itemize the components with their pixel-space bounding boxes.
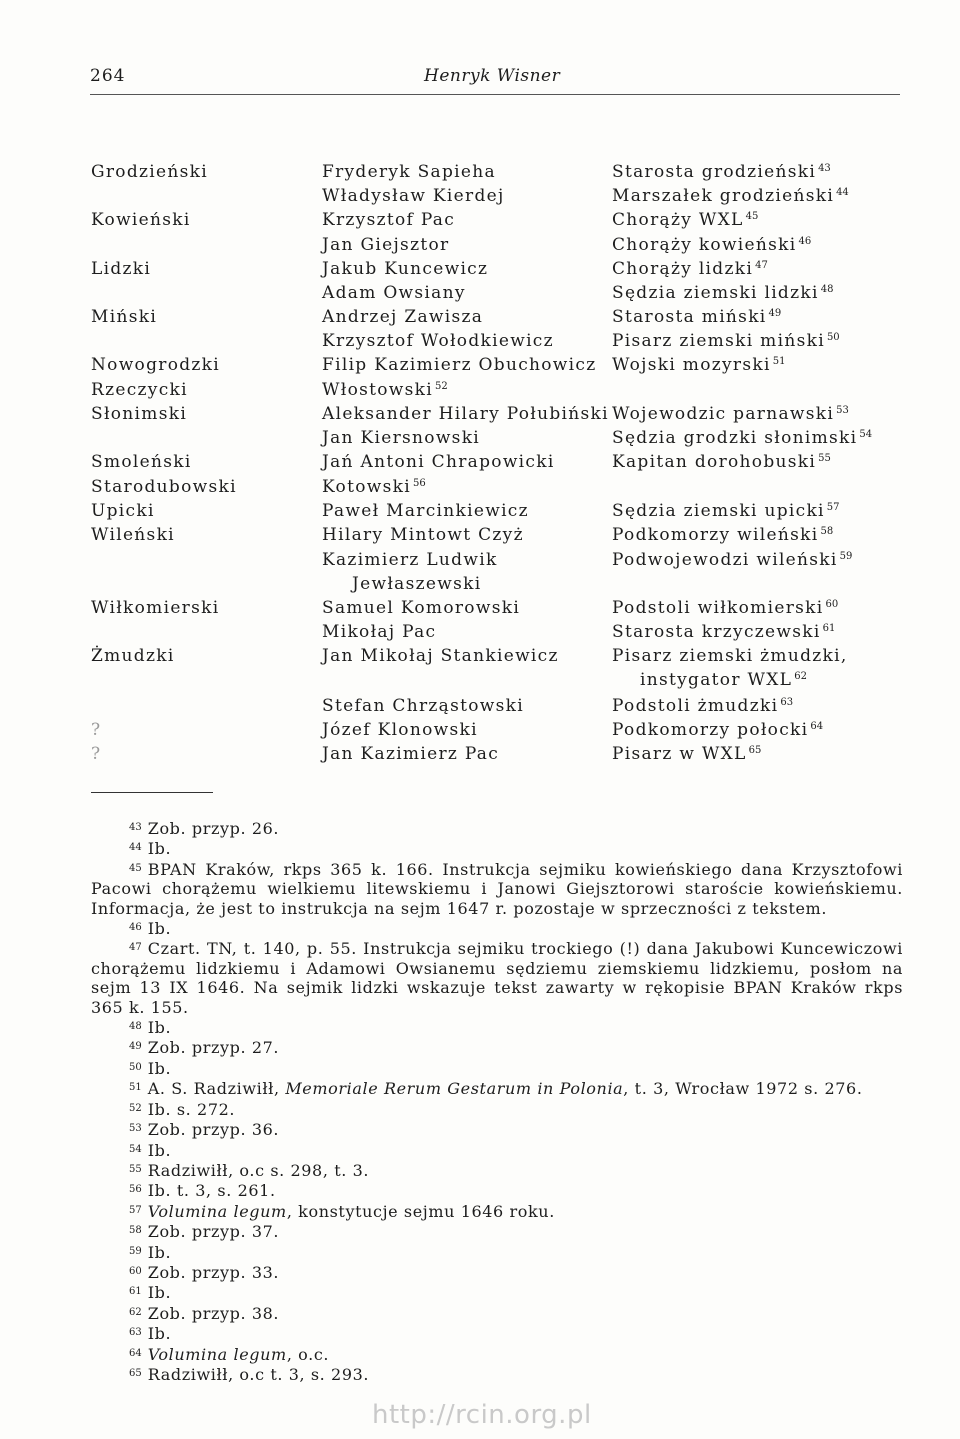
footnote-text: Zob. przyp. 38. (147, 1303, 280, 1323)
footnote (91, 1262, 903, 1282)
office-cell: Kapitan dorohobuski $^{55}$ (612, 452, 831, 472)
footnote-number: 53 (129, 1123, 142, 1135)
table-row (0, 162, 960, 186)
footnote-marker: 61 (822, 623, 836, 634)
table-row (0, 720, 960, 744)
name-cell: Krzysztof Pac (322, 210, 456, 230)
name-cell: Jan Kazimierz Pac (322, 744, 500, 764)
district-cell: Grodzieński (91, 162, 208, 182)
footnote-marker: 59 (839, 551, 853, 562)
office-cell: Sędzia ziemski upicki $^{57}$ (612, 501, 840, 521)
footnote (91, 1078, 903, 1098)
office-cell: Starosta grodzieński $^{43}$ (612, 162, 831, 182)
table-row (0, 744, 960, 768)
footnote-marker: 62 (794, 671, 807, 682)
footnote-text: Zob. przyp. 36. (147, 1120, 280, 1140)
office-cell: Podkomorzy połocki $^{64}$ (612, 720, 824, 740)
table-row (0, 452, 960, 476)
footnote-number: 43 (129, 822, 142, 833)
district-cell: Wileński (91, 525, 175, 545)
office-cell: Podkomorzy wileński $^{58}$ (612, 525, 834, 545)
footnote-text: Ib. (147, 1140, 172, 1160)
footnote-text: , t. 3, Wrocław 1972 s. 276. (623, 1079, 863, 1099)
footnote-text: Zob. przyp. 27. (147, 1038, 280, 1058)
footnote-number: 63 (129, 1327, 142, 1339)
footnote-text: Radziwiłł, o.c t. 3, s. 293. (147, 1364, 370, 1384)
office-cell: Pisarz ziemski miński $^{50}$ (612, 331, 840, 351)
table-row (0, 622, 960, 646)
footnote-text: , o.c. (286, 1344, 330, 1364)
footnote (91, 859, 903, 918)
footnote (91, 1017, 903, 1037)
footnote (91, 1201, 903, 1221)
footnote-text: Czart. TN, t. 140, p. 55. Instrukcja sejmiku trockiego (!) dana Jakubowi Kuncewiczowi chorążemu lidzkiemu i Adamowi Owsianemu sędziemu ziemskiemu lidzkiemu, posłom na sejm 13 IX 1646. Na sejmik lidzki wskazuje tekst zawarty w rękopisie BPAN Kraków rkps 365 k. 155. (91, 939, 903, 1017)
table-row (0, 307, 960, 331)
table-row (0, 501, 960, 525)
table-row (0, 550, 960, 574)
name-cell: Władysław Kierdej (322, 186, 505, 206)
table-row (0, 574, 960, 598)
office-cell: Marszałek grodzieński $^{44}$ (612, 186, 849, 206)
footnote-number: 59 (129, 1245, 142, 1257)
name-cell: Jan Giejsztor (322, 235, 450, 255)
district-cell: Wiłkomierski (91, 598, 220, 618)
office-cell: instygator WXL $^{62}$ (640, 670, 807, 690)
district-cell: Słonimski (91, 404, 188, 424)
footnotes (91, 818, 903, 1384)
footnote-marker: 52 (435, 381, 448, 392)
footnote-marker: 56 (412, 478, 426, 489)
footnote-title: Volumina legum (147, 1344, 287, 1364)
footnote (91, 1323, 903, 1343)
footnote-number: 45 (129, 862, 142, 874)
footnote (91, 818, 903, 838)
name-cell: Włostowski $^{52}$ (322, 380, 448, 400)
header-rule (90, 94, 900, 95)
table-row (0, 646, 960, 670)
office-cell: Wojewodzic parnawski $^{53}$ (612, 404, 849, 424)
footnote-text: Ib. s. 272. (147, 1099, 236, 1119)
footnote (91, 1282, 903, 1302)
footnote-marker: 53 (836, 405, 849, 416)
footnote-number: 62 (129, 1306, 142, 1318)
footnote-number: 54 (129, 1143, 142, 1155)
office-cell: Starosta krzyczewski $^{61}$ (612, 622, 836, 642)
name-cell: Kotowski $^{56}$ (322, 477, 426, 497)
footnote-number: 48 (129, 1021, 142, 1033)
footnote-number: 55 (129, 1163, 142, 1175)
footnote-marker: 63 (780, 697, 794, 708)
district-cell: Rzeczycki (91, 380, 188, 400)
footnote-marker: 60 (825, 599, 839, 610)
district-cell: Smoleński (91, 452, 192, 472)
district-cell: Starodubowski (91, 477, 237, 497)
name-cell: Józef Klonowski (322, 720, 478, 740)
footnote-marker: 58 (820, 526, 834, 537)
footnote-text: Ib. (147, 1242, 172, 1262)
footnote-number: 56 (129, 1184, 142, 1196)
page-header (90, 62, 900, 92)
table-row (0, 380, 960, 404)
footnote-text: Ib. (147, 1058, 172, 1078)
footnote-number: 46 (129, 922, 142, 934)
table-row (0, 404, 960, 428)
name-cell: Paweł Marcinkiewicz (322, 501, 529, 521)
footnote-marker: 51 (772, 356, 786, 367)
footnote-text: Ib. (147, 919, 172, 939)
office-cell: Podstoli wiłkomierski $^{60}$ (612, 598, 839, 618)
footnote-number: 65 (129, 1367, 142, 1379)
name-cell: Aleksander Hilary Połubiński (322, 404, 609, 424)
name-cell: Jań Antoni Chrapowicki (322, 452, 555, 472)
footnote-number: 44 (129, 842, 142, 854)
footnote-number: 58 (129, 1225, 142, 1237)
footnote-title: Memoriale Rerum Gestarum in Polonia (285, 1079, 624, 1099)
office-cell: Chorąży WXL $^{45}$ (612, 210, 759, 230)
office-cell: Wojski mozyrski $^{51}$ (612, 355, 786, 375)
footnote-text: Ib. (147, 1324, 172, 1344)
footnote-number: 60 (129, 1265, 142, 1277)
name-cell: Hilary Mintowt Czyż (322, 525, 524, 545)
footnote-text: Ib. (147, 1283, 172, 1303)
running-title: Henryk Wisner (424, 66, 561, 86)
footnote (91, 1303, 903, 1323)
footnote-marker: 57 (826, 502, 840, 513)
footnote (91, 1364, 903, 1384)
office-cell: Chorąży kowieński $^{46}$ (612, 235, 812, 255)
footnote-number: 64 (129, 1347, 142, 1359)
name-cell: Fryderyk Sapieha (322, 162, 496, 182)
name-cell: Filip Kazimierz Obuchowicz (322, 355, 597, 375)
footnote-rule (91, 792, 213, 793)
footnote-text: BPAN Kraków, rkps 365 k. 166. Instrukcja sejmiku kowieńskiego dana Krzysztofowi Pacowi chorążemu wielkiemu litewskiemu i Janowi Giejsztorowi staroście kowieńskiemu. Informacja, że jest to instrukcja na sejm 1647 r. pozostaje w sprzeczności z tekstem. (91, 859, 903, 918)
district-cell: Nowogrodzki (91, 355, 221, 375)
table-row (0, 210, 960, 234)
office-cell: Pisarz ziemski żmudzki, (612, 646, 848, 666)
footnote-marker: 65 (748, 745, 762, 756)
office-cell: Pisarz w WXL $^{65}$ (612, 744, 762, 764)
footnote (91, 1119, 903, 1139)
footnote-text: Radziwiłł, o.c s. 298, t. 3. (147, 1160, 370, 1180)
footnote (91, 1160, 903, 1180)
footnote-title: Volumina legum (147, 1201, 287, 1221)
footnote-number: 47 (129, 942, 142, 954)
footnote-text: , konstytucje sejmu 1646 roku. (286, 1201, 555, 1221)
table-row (0, 355, 960, 379)
footnote (91, 1344, 903, 1364)
footnote-number: 52 (129, 1102, 142, 1114)
footnote-number: 49 (129, 1041, 142, 1053)
district-cell: ? (91, 744, 102, 764)
footnote-text: Ib. (147, 1018, 172, 1038)
district-cell: Żmudzki (91, 646, 175, 666)
page-number: 264 (90, 66, 126, 86)
table-row (0, 283, 960, 307)
footnote-marker: 50 (826, 332, 840, 343)
footnote-number: 50 (129, 1061, 142, 1073)
footnote-marker: 48 (820, 284, 834, 295)
office-cell: Starosta miński $^{49}$ (612, 307, 782, 327)
footnote-marker: 54 (859, 429, 873, 440)
name-cell: Kazimierz Ludwik (322, 550, 498, 570)
footnote-text: Zob. przyp. 26. (147, 819, 280, 838)
name-cell: Samuel Komorowski (322, 598, 521, 618)
office-cell: Sędzia grodzki słonimski $^{54}$ (612, 428, 873, 448)
footnote-text: Zob. przyp. 37. (147, 1222, 280, 1242)
footnote-number: 51 (129, 1082, 142, 1094)
footnote-number: 61 (129, 1286, 142, 1298)
table-row (0, 477, 960, 501)
name-cell: Krzysztof Wołodkiewicz (322, 331, 554, 351)
footnote (91, 938, 903, 1017)
footnote-marker: 49 (768, 308, 782, 319)
footnote-marker: 43 (818, 163, 831, 174)
footnote-text: Ib. (147, 839, 172, 859)
footnote-number: 57 (129, 1204, 142, 1216)
table-row (0, 235, 960, 259)
district-cell: Kowieński (91, 210, 191, 230)
footnote-text: Zob. przyp. 33. (147, 1262, 280, 1282)
table-row (0, 186, 960, 210)
district-cell: Miński (91, 307, 158, 327)
district-cell: Lidzki (91, 259, 152, 279)
name-cell: Stefan Chrząstowski (322, 696, 524, 716)
watermark: http://rcin.org.pl (372, 1400, 592, 1430)
table-row (0, 598, 960, 622)
table-row (0, 331, 960, 355)
table-row (0, 259, 960, 283)
footnote (91, 1180, 903, 1200)
footnote (91, 918, 903, 938)
office-cell: Podwojewodzi wileński $^{59}$ (612, 550, 853, 570)
footnote-text: Ib. t. 3, s. 261. (147, 1181, 276, 1201)
table-row (0, 670, 960, 694)
footnote (91, 838, 903, 858)
footnote (91, 1140, 903, 1160)
office-cell: Sędzia ziemski lidzki $^{48}$ (612, 283, 834, 303)
name-cell: Jakub Kuncewicz (322, 259, 489, 279)
footnote-marker: 64 (810, 721, 824, 732)
name-cell: Mikołaj Pac (322, 622, 437, 642)
footnote (91, 1037, 903, 1057)
footnote-text: A. S. Radziwiłł, (147, 1079, 286, 1099)
name-cell: Adam Owsiany (322, 283, 466, 303)
table-row (0, 428, 960, 452)
district-cell: Upicki (91, 501, 155, 521)
footnote-marker: 44 (836, 187, 849, 198)
table-row (0, 696, 960, 720)
district-cell: ? (91, 720, 102, 740)
table-row (0, 525, 960, 549)
footnote (91, 1058, 903, 1078)
footnote-marker: 45 (745, 211, 759, 222)
name-cell: Andrzej Zawisza (322, 307, 484, 327)
office-cell: Podstoli żmudzki $^{63}$ (612, 696, 794, 716)
office-cell: Chorąży lidzki $^{47}$ (612, 259, 768, 279)
footnote-marker: 55 (818, 453, 831, 464)
name-cell: Jan Mikołaj Stankiewicz (322, 646, 559, 666)
footnote (91, 1099, 903, 1119)
footnote-marker: 46 (798, 236, 812, 247)
footnote (91, 1221, 903, 1241)
name-cell: Jan Kiersnowski (322, 428, 481, 448)
footnote-marker: 47 (755, 260, 768, 271)
footnote (91, 1242, 903, 1262)
name-cell: Jewłaszewski (352, 574, 482, 594)
